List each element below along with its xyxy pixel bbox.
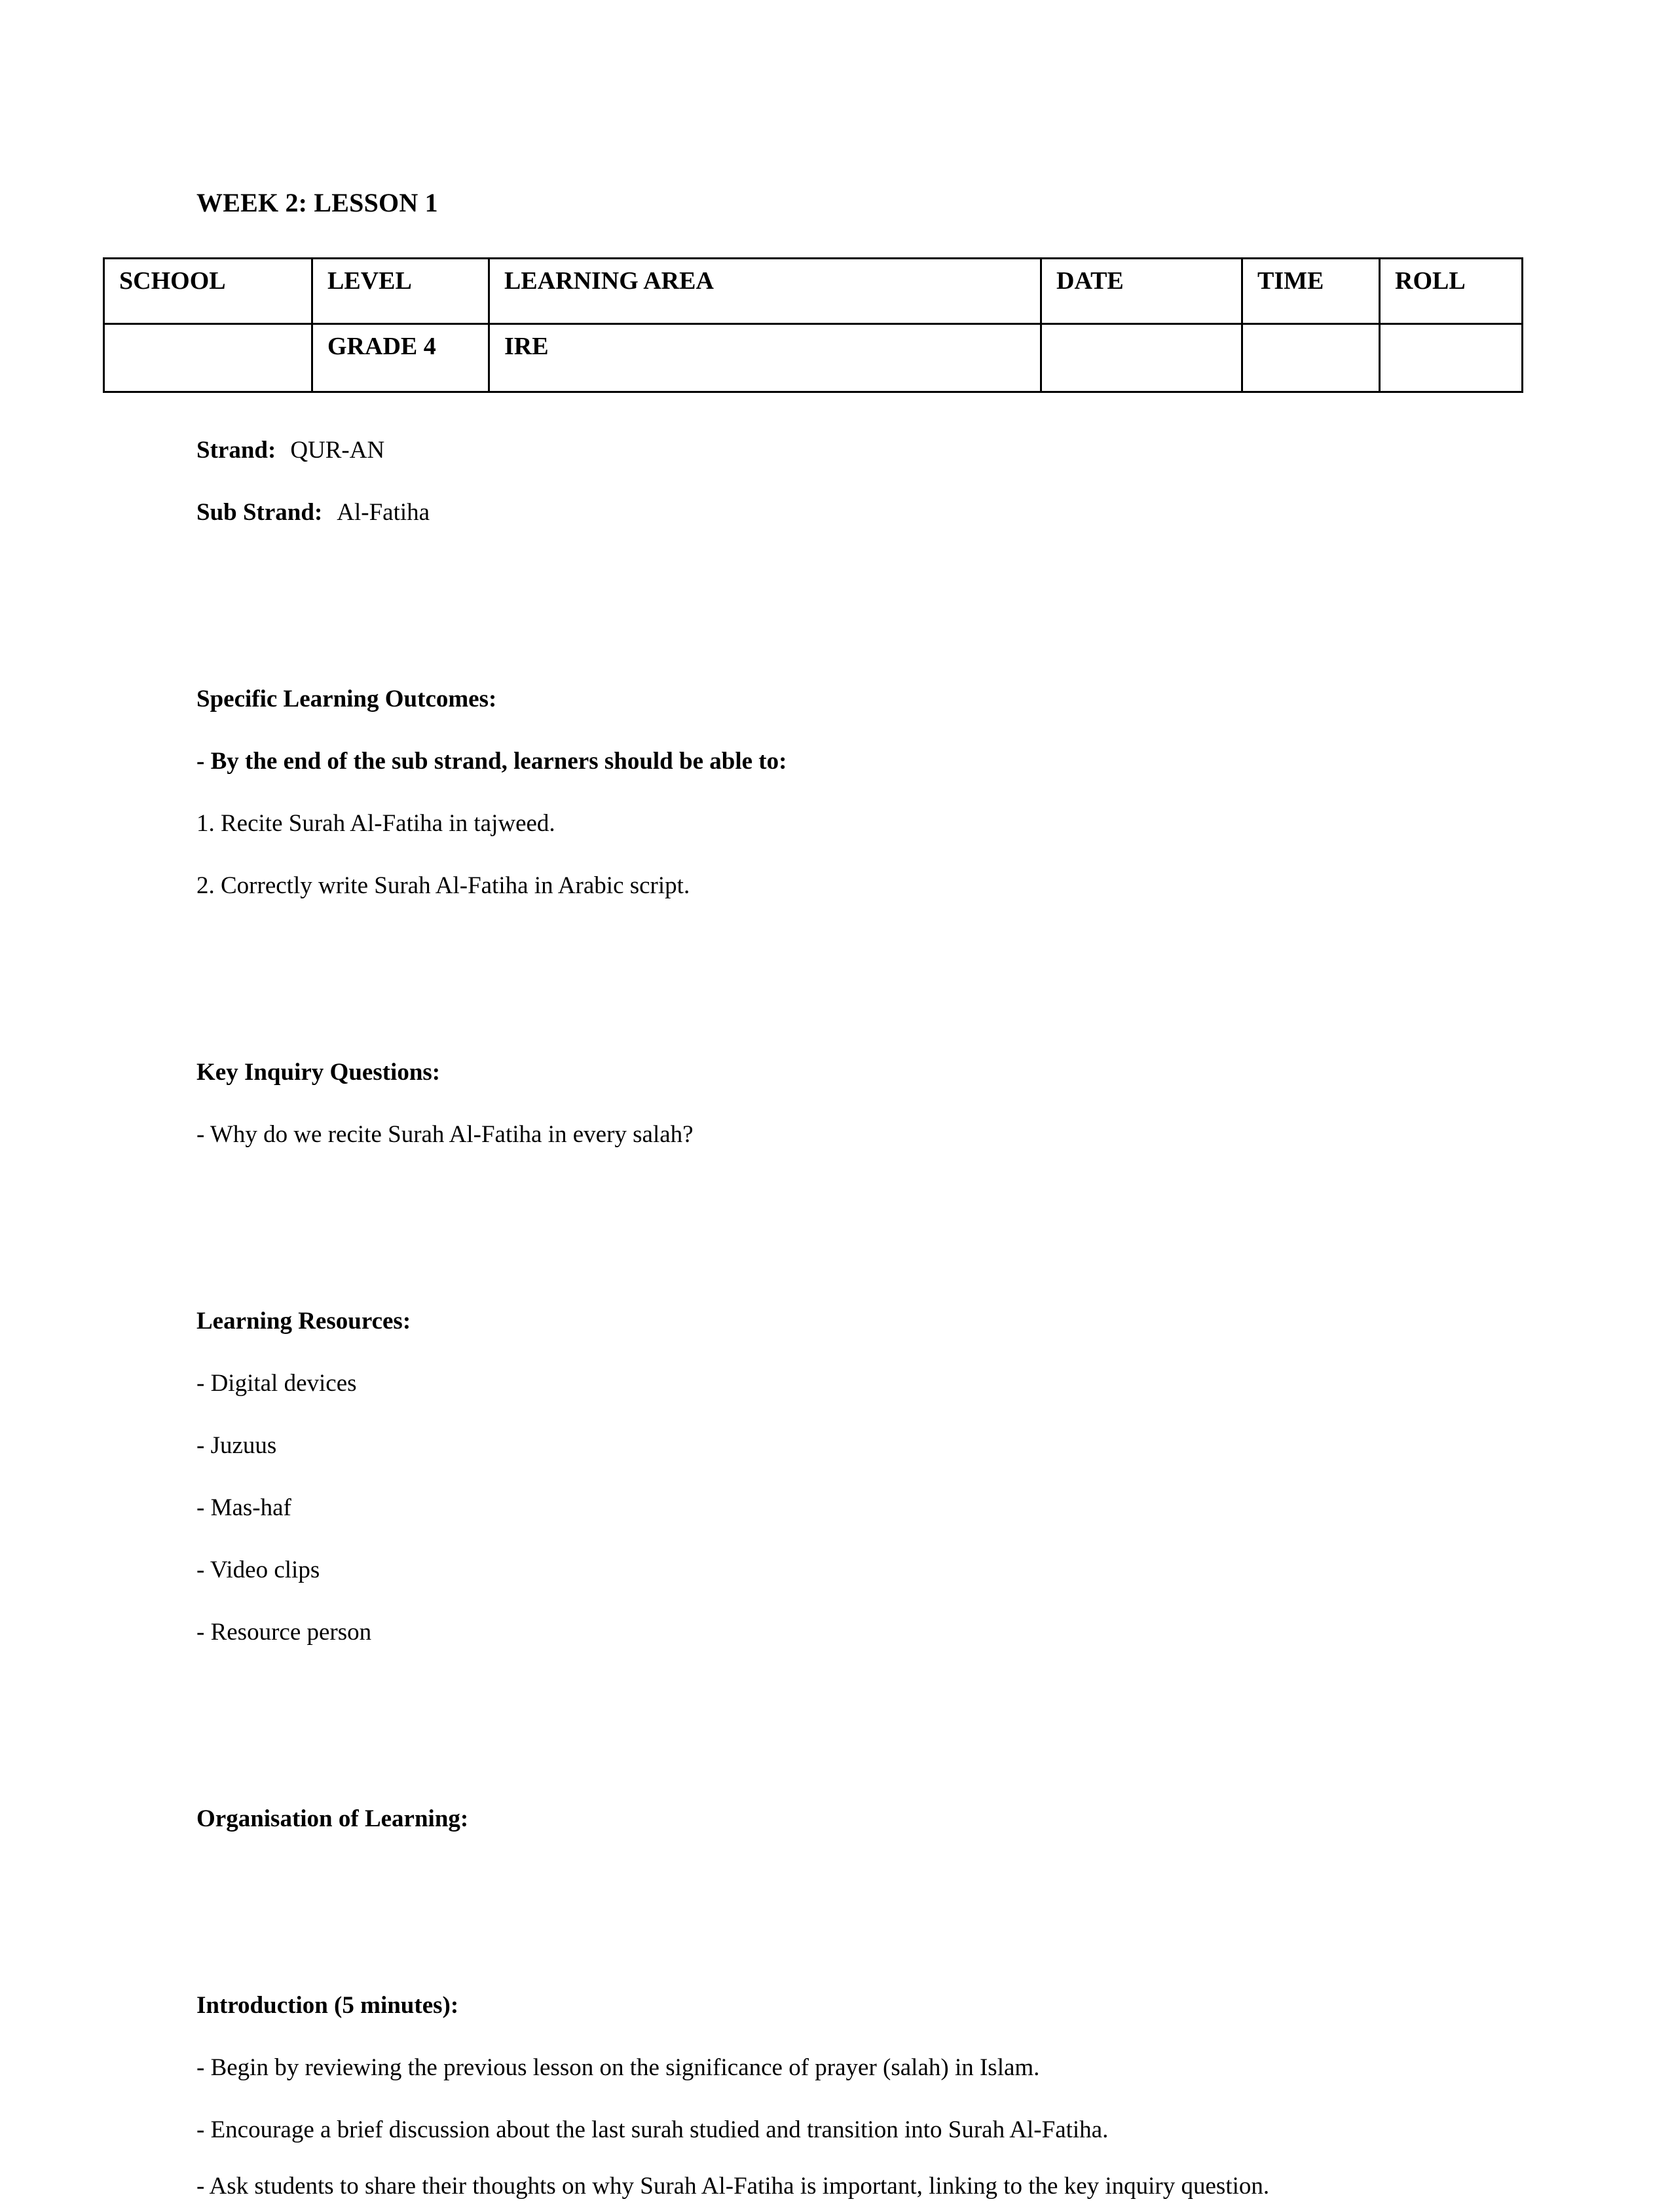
table-cell-school[interactable] (104, 324, 312, 392)
page-title: WEEK 2: LESSON 1 (196, 188, 438, 217)
sub-strand-label: Sub Strand: (196, 499, 323, 526)
strand-label: Strand: (196, 437, 276, 464)
introduction-item: - Begin by reviewing the previous lesson on the significance of prayer (salah) in Islam. (196, 2054, 1040, 2081)
learning-resources-heading: Learning Resources: (196, 1308, 411, 1335)
learning-resource-item: - Juzuus (196, 1432, 277, 1459)
spacer (196, 1850, 1460, 1974)
key-inquiry-questions-heading: Key Inquiry Questions: (196, 1059, 441, 1086)
specific-learning-outcomes-intro: - By the end of the sub strand, learners should be able to: (196, 748, 787, 775)
table-header-school: SCHOOL (104, 259, 312, 324)
strand-line (196, 419, 1460, 481)
table-header-row (104, 259, 1523, 324)
sub-strand-line (196, 481, 1460, 544)
table-header-level: LEVEL (312, 259, 489, 324)
table-cell-learning-area[interactable]: IRE (489, 324, 1041, 392)
introduction-heading: Introduction (5 minutes): (196, 1992, 459, 2019)
learning-resource-item: - Digital devices (196, 1370, 357, 1397)
table-header-time: TIME (1242, 259, 1380, 324)
spacer (196, 917, 1460, 1041)
introduction-item: - Encourage a brief discussion about the last surah studied and transition into Surah Al-Fatiha. (196, 2116, 1109, 2143)
table-header-roll: ROLL (1380, 259, 1523, 324)
learning-resource-item: - Video clips (196, 1557, 320, 1583)
strand-value: QUR-AN (290, 437, 385, 464)
table-header-date: DATE (1041, 259, 1242, 324)
table-cell-level[interactable]: GRADE 4 (312, 324, 489, 392)
learning-outcome-item: 1. Recite Surah Al-Fatiha in tajweed. (196, 810, 555, 837)
specific-learning-outcomes-heading: Specific Learning Outcomes: (196, 686, 497, 712)
lesson-info-table (103, 257, 1523, 393)
learning-resource-item: - Resource person (196, 1619, 372, 1646)
table-row (104, 324, 1523, 392)
key-inquiry-question-item: - Why do we recite Surah Al-Fatiha in every salah? (196, 1121, 694, 1148)
table-cell-date[interactable] (1041, 324, 1242, 392)
organisation-of-learning-heading: Organisation of Learning: (196, 1805, 469, 1832)
spacer (196, 1166, 1460, 1290)
spacer (196, 1663, 1460, 1788)
table-cell-roll[interactable] (1380, 324, 1523, 392)
lesson-body (196, 419, 1460, 2212)
learning-outcome-item: 2. Correctly write Surah Al-Fatiha in Arabic script. (196, 872, 690, 899)
spacer (196, 544, 1460, 668)
introduction-item: - Ask students to share their thoughts on why Surah Al-Fatiha is important, linking to the key inquiry question. (196, 2173, 1270, 2200)
table-cell-time[interactable] (1242, 324, 1380, 392)
sub-strand-value: Al-Fatiha (337, 499, 430, 526)
learning-resource-item: - Mas-haf (196, 1494, 291, 1521)
table-header-learning-area: LEARNING AREA (489, 259, 1041, 324)
